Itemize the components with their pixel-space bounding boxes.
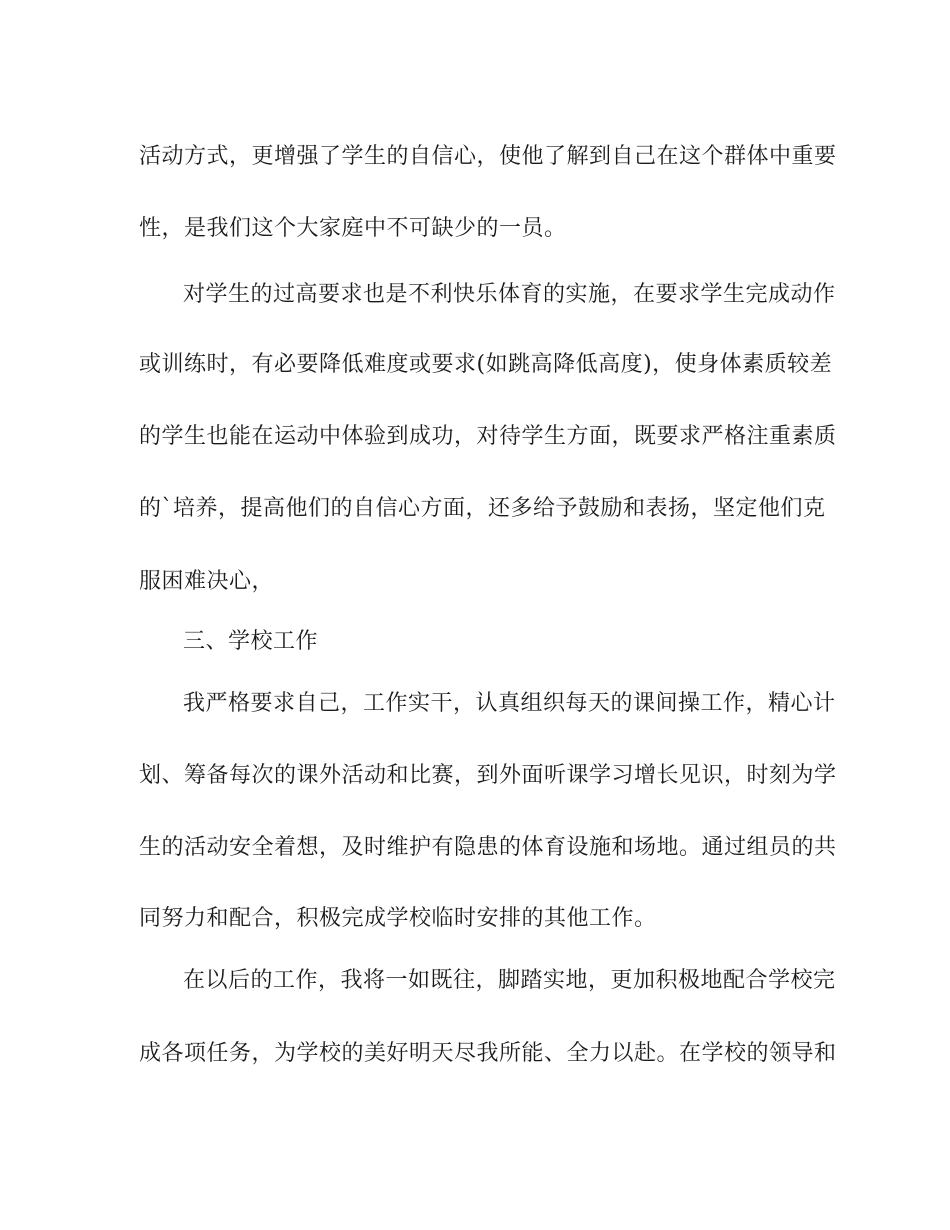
paragraph-line: 成各项任务，为学校的美好明天尽我所能、全力以赴。在学校的领导和 [139,1041,837,1066]
paragraph-line: 我严格要求自己，工作实干，认真组织每天的课间操工作，精心计 [183,691,836,716]
paragraph-line: 的`培养，提高他们的自信心方面，还多给予鼓励和表扬，坚定他们克 [139,496,826,521]
paragraph-line: 在以后的工作，我将一如既往，脚踏实地，更加积极地配合学校完 [183,968,836,993]
paragraph-line: 活动方式，更增强了学生的自信心，使他了解到自己在这个群体中重要 [139,144,837,169]
section-heading: 三、学校工作 [183,629,319,654]
paragraph-line: 对学生的过高要求也是不利快乐体育的实施，在要求学生完成动作 [183,282,836,307]
paragraph-line: 或训练时，有必要降低难度或要求(如跳高降低高度)，使身体素质较差 [139,352,833,377]
paragraph-line: 的学生也能在运动中体验到成功，对待学生方面，既要求严格注重素质 [139,424,837,449]
paragraph-line: 划、筹备每次的课外活动和比赛，到外面听课学习增长见识，时刻为学 [139,763,837,788]
paragraph-line: 生的活动安全着想，及时维护有隐患的体育设施和场地。通过组员的共 [139,835,837,860]
paragraph-line: 服困难决心， [139,569,275,594]
paragraph-line: 同努力和配合，积极完成学校临时安排的其他工作。 [139,906,657,931]
paragraph-line: 性，是我们这个大家庭中不可缺少的一员。 [139,216,567,241]
